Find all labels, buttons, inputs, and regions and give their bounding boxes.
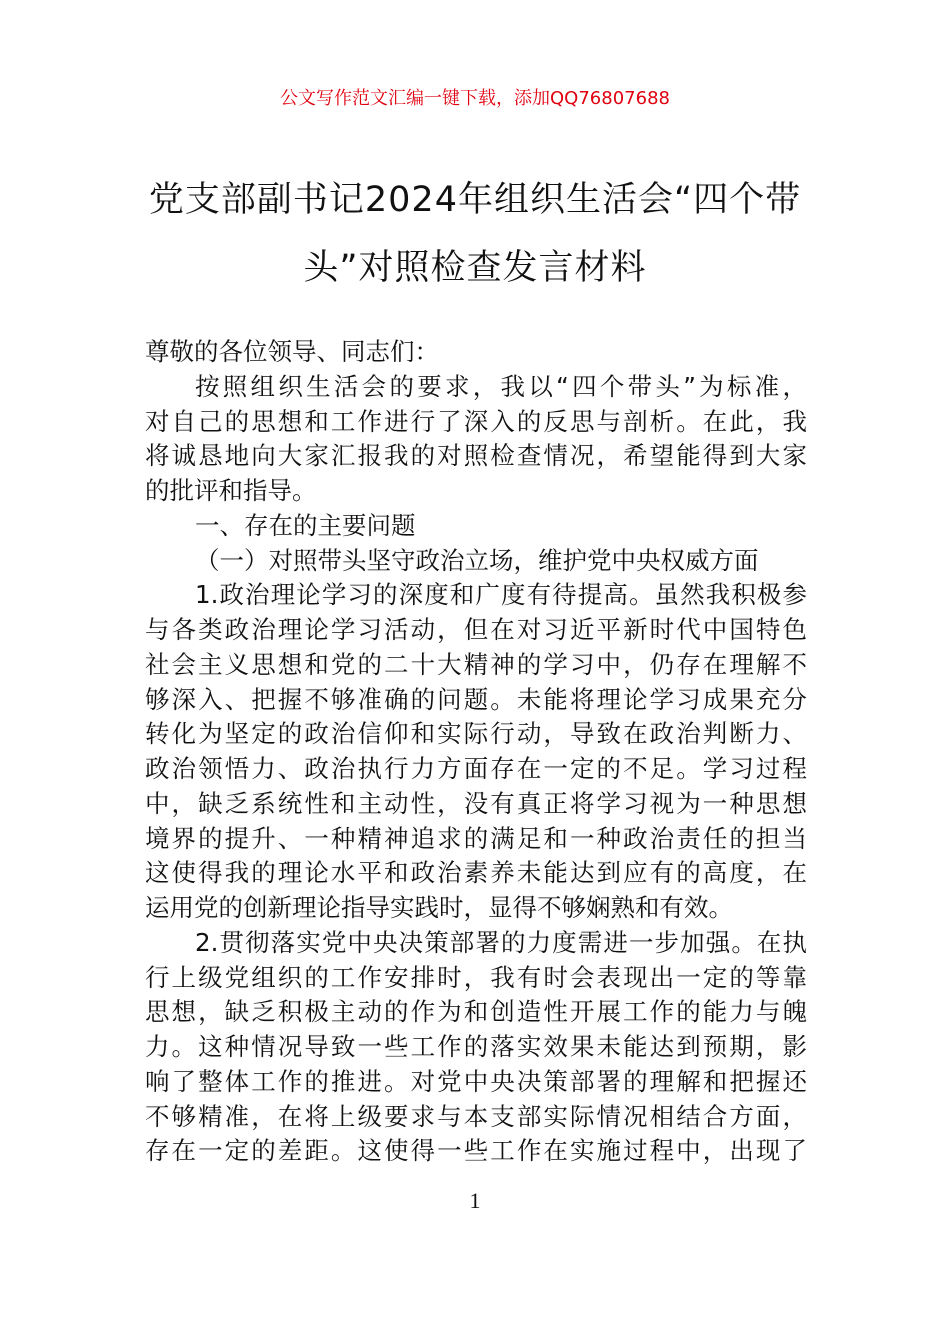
body-text-line: 1.政治理论学习的深度和广度有待提高。虽然我积极参 — [195, 580, 807, 610]
body-text-line: 中，缺乏系统性和主动性，没有真正将学习视为一种思想 — [145, 788, 807, 818]
body-text-line: 政治领悟力、政治执行力方面存在一定的不足。学习过程 — [145, 754, 807, 783]
body-text-line: 够深入、把握不够准确的问题。未能将理论学习成果充分 — [145, 684, 807, 714]
body-text-line: 响了整体工作的推进。对党中央决策部署的理解和把握还 — [145, 1066, 807, 1096]
body-text-line: 思想，缺乏积极主动的作为和创造性开展工作的能力与魄 — [145, 997, 807, 1027]
body-text-line: （一）对照带头坚守政治立场，维护党中央权威方面 — [195, 545, 759, 575]
body-text-line: 不够精准，在将上级要求与本支部实际情况相结合方面， — [145, 1101, 807, 1131]
body-text-line: 与各类政治理论学习活动，但在对习近平新时代中国特色 — [145, 615, 807, 644]
document-title-line-2: 头”对照检查发言材料 — [303, 248, 647, 288]
body-text-line: 力。这种情况导致一些工作的落实效果未能达到预期，影 — [145, 1032, 807, 1061]
body-text-line: 将诚恳地向大家汇报我的对照检查情况，希望能得到大家 — [145, 441, 807, 471]
body-text-line: 对自己的思想和工作进行了深入的反思与剖析。在此，我 — [145, 406, 807, 436]
body-text-line: 尊敬的各位领导、同志们： — [145, 337, 439, 366]
body-text-line: 按照组织生活会的要求，我以“四个带头”为标准， — [195, 371, 807, 401]
download-banner: 公文写作范文汇编一键下载，添加QQ76807688 — [280, 88, 670, 109]
body-text-line: 转化为坚定的政治信仰和实际行动，导致在政治判断力、 — [145, 719, 807, 749]
body-text-line: 的批评和指导。 — [145, 476, 317, 505]
body-text-line: 一、存在的主要问题 — [195, 510, 416, 540]
body-text-line: 境界的提升、一种精神追求的满足和一种政治责任的担当 — [145, 823, 807, 853]
body-text-line: 运用党的创新理论指导实践时，显得不够娴熟和有效。 — [145, 893, 733, 922]
page-number: 1 — [469, 1188, 481, 1213]
body-text-line: 社会主义思想和党的二十大精神的学习中，仍存在理解不 — [145, 649, 807, 679]
body-text-line: 存在一定的差距。这使得一些工作在实施过程中，出现了 — [145, 1136, 807, 1166]
body-text-line: 行上级党组织的工作安排时，我有时会表现出一定的等靠 — [145, 962, 807, 992]
body-text-line: 这使得我的理论水平和政治素养未能达到应有的高度，在 — [145, 858, 807, 888]
document-title-line-1: 党支部副书记2024年组织生活会“四个带 — [148, 180, 802, 220]
document-body — [145, 335, 807, 1169]
body-text-line: 2.贯彻落实党中央决策部署的力度需进一步加强。在执 — [195, 927, 807, 957]
